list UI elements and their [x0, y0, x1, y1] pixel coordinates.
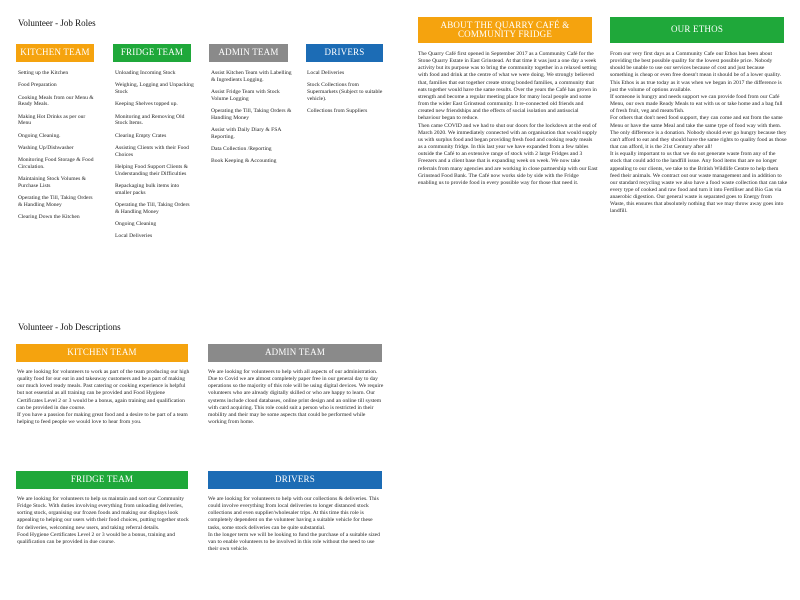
list-item: Assist with Daily Diary & FSA Reporting. — [211, 127, 282, 140]
about-banner: ABOUT THE QUARRY CAFÉ & COMMUNITY FRIDGE — [418, 17, 592, 43]
list-item: Operating the Till, Taking Orders & Handling Money — [211, 108, 292, 121]
list-item: Washing Up/Dishwasher — [18, 144, 74, 151]
ethos-banner: OUR ETHOS — [610, 17, 784, 43]
desc-fridge-text: We are looking for volunteers to help us maintain and sort our Community Fridge Stock. With duties involving everything from unloading deliveries, sorting stock, organising our frozen foods and making our displays look appealing to helping our users with their food choices, putting together stock for deliveries, welcoming new users, and taking referral details. Food Hygiene Certificates Level 2 or 3 would be a bonus, training and qualification can be provided in due course. — [17, 496, 189, 545]
list-item: Maintaining Stock Volumes & Purchase Lists — [18, 176, 87, 189]
list-item: Weighing, Logging and Unpacking Stock — [115, 82, 194, 95]
list-item: Ongoing Cleaning. — [18, 132, 61, 139]
list-item: Monitoring Food Storage & Food Circulation. — [18, 157, 94, 170]
roles-drivers-list — [307, 70, 387, 120]
list-item: Unloading Incoming Stock — [115, 70, 176, 76]
list-item: Monitoring and Removing Old Stock Items. — [115, 113, 185, 127]
job-roles-heading: Volunteer - Job Roles — [18, 18, 96, 28]
ethos-text: From our very first days as a Community Cafe our Ethos has been about providing the best possible quality for the lowest possible price. Nobody should be unable to use our services because of cost and just because something is cheap or even free doesn't mean it should be of a lower quality. This Ethos is as true today as it was when we began in 2017 the difference is just the volume of options available. If someone is hungry and needs support we can provide food from our Café Menu, our own made Ready Meals to eat with us or take home and a bag full of fresh fruit, veg and meats/fish. For others that don't need food support, they can come and eat from the same Menu or have the same Meal and take the same type of food way with them. The only difference is a donation. Nobody should ever go hungry because they can't afford to eat and they should have the same rights to quality food as those that can afford, it is the 21st Century after all! It is equally important to us that we do not generate waste from any of the stock that could add to the landfill issue. Any food items that are no longer appealing to our clients, we take to the British Wildlife Centre to help them feed their animals. We contract out our waste management and in addition to our standard recycling waste we also have a food waste collection that can take every type of cooked and raw food and turn it into Fertiliser and Bio Gas via anaerobic digestion. Our general waste is separated goes to Energy from Waste, this ensures that absolutely nothing that we may throw away goes into landfill. — [610, 51, 788, 215]
desc-kitchen-banner: KITCHEN TEAM — [16, 344, 188, 362]
list-item: Assisting Clients with their Food Choices — [115, 144, 189, 158]
roles-admin-banner: ADMIN TEAM — [209, 44, 288, 62]
list-item: Stock Collections from Supermarkets (Subject to suitable vehicle). — [307, 82, 383, 102]
list-item: Local Deliveries — [307, 70, 345, 76]
list-item: Ongoing Cleaning — [115, 220, 157, 227]
list-item: Making Hot Drinks as per our Menu — [18, 113, 86, 127]
list-item: Helping Food Support Clients & Understanding their Difficulties — [115, 163, 189, 177]
list-item: Cooking Meals from our Menu & Ready Meals. — [18, 94, 94, 108]
desc-admin-text: We are looking for volunteers to help with all aspects of our administration. Due to Covid we are almost completely paper free in our general day to day operations so the majority of this role will be using digital devices. We require volunteers who are already digitally skilled or who are happy to learn. Our systems include cloud databases, online print design and an online till system with card acquiring. This role could suit a person who is restricted in their mobility and their may be some aspects that could be performed while working from home. — [208, 369, 384, 426]
list-item: Book Keeping & Accounting — [211, 158, 277, 165]
list-item: Repackaging bulk items into smaller packs — [115, 182, 180, 196]
list-item: Local Deliveries — [115, 233, 153, 240]
list-item: Setting up the Kitchen — [18, 70, 69, 76]
list-item: Operating the Till, Taking Orders & Handling Money — [115, 201, 190, 215]
roles-drivers-banner: DRIVERS — [306, 44, 383, 62]
roles-kitchen-banner: KITCHEN TEAM — [16, 44, 94, 62]
roles-kitchen-list — [18, 70, 96, 226]
desc-drivers-text: We are looking for volunteers to help with our collections & deliveries. This could involve everything from local deliveries to longer distanced stock collections and even supplier/wholesaler trips. At this time this role is completely dependent on the volunteer having a suitable vehicle for these tasks, some stock deliveries can be quite substantial. In the longer term we will be looking to fund the purchase of a suitable sized van to enable volunteers to be involved in this role without the need to use their own vehicle. — [208, 496, 380, 553]
job-descriptions-heading: Volunteer - Job Descriptions — [18, 322, 121, 332]
roles-admin-list — [211, 70, 293, 171]
list-item: Operating the Till, Taking Orders & Handling Money — [18, 195, 93, 208]
list-item: Collections from Suppliers — [307, 108, 368, 114]
list-item: Food Preparation — [18, 82, 57, 89]
list-item: Keeping Shelves topped up. — [115, 101, 178, 108]
about-text: The Quarry Café first opened in September 2017 as a Community Café for the Stone Quarry Estate in East Grinstead. At that time it was just a one day a week activity but its purpose was to bring the community together in a relaxed setting with food and drink at the centre of what we were doing. We strongly believed that, families that eat together create strong bonded families, a community that eats together would have the same results. Over the years the Café has grown in strength and become a regular meeting place for many local people and some from the wider East Grinstead community. It re-connected old friends and created new friendships and the effects of social isolation and antisocial behaviour began to reduce. Then came COVID and we had to shut our doors for the lockdown at the end of March 2020. We immediately connected with an organisation that would supply us with surplus food and began providing fresh food and cooking ready meals as a community fridge. In this last year we have expanded from a few tables outside the Café to an extensive range of stock with 2 large Fridges and 3 Freezers and a client base that is expanding week on week. We now take referrals from many agencies and are working in close partnership with our East Grinstead Food Bank. The Café now works side by side with the Fridge enabling us to provide food in every possible way for those that need it. — [418, 51, 598, 186]
desc-drivers-banner: DRIVERS — [208, 471, 382, 489]
list-item: Clearing Down the Kitchen — [18, 214, 80, 221]
desc-kitchen-text: We are looking for volunteers to work as part of the team producing our high quality food for our eat in and takeaway customers and be a part of making our much loved ready meals. Past catering or cooking experience is helpful but not essential as all training can be provided and Food Hygiene Certificates Level 2 or 3 would be a bonus, again training and qualification can be provided in due course. If you have a passion for making great food and a desire to be part of a team helping to feed people we would love to hear from you. — [17, 369, 190, 426]
list-item: Data Collection /Reporting — [211, 146, 272, 152]
list-item: Clearing Empty Crates — [115, 132, 167, 139]
list-item: Assist Kitchen Team with Labelling & Ingredients Logging. — [211, 70, 292, 83]
roles-fridge-list — [115, 70, 195, 245]
desc-admin-banner: ADMIN TEAM — [208, 344, 382, 362]
list-item: Assist Fridge Team with Stock Volume Logging — [211, 89, 280, 102]
desc-fridge-banner: FRIDGE TEAM — [16, 471, 188, 489]
roles-fridge-banner: FRIDGE TEAM — [113, 44, 191, 62]
